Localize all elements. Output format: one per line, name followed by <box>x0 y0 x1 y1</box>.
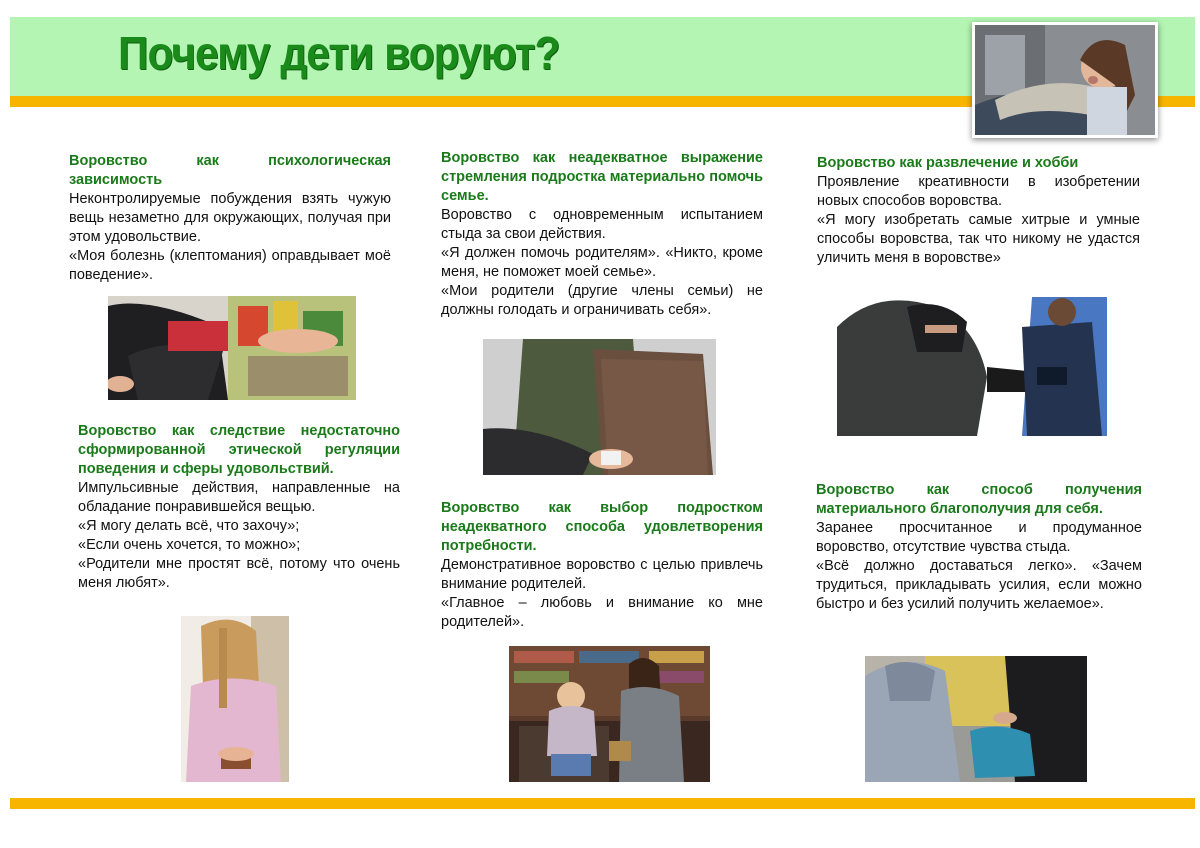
section-quote: «Я должен помочь родителям». «Никто, кроме меня, не поможет моей семье». <box>441 245 763 280</box>
section-paragraph: Проявление креативности в изобретении новых способов воровства. <box>817 174 1140 209</box>
photo-bag-snatching <box>865 656 1087 782</box>
section-heading: Воровство как неадекватное выражение стремления подростка материально помочь семье. <box>441 150 763 204</box>
section-quote: «Я могу делать всё, что захочу»; <box>78 518 300 534</box>
photo-mother-and-child <box>509 646 710 782</box>
header-photo-child-thief <box>972 22 1158 138</box>
page-title: Почему дети воруют? <box>118 27 560 79</box>
section-quote: «Моя болезнь (клептомания) оправдывает моё поведение». <box>69 248 391 283</box>
section-paragraph: Неконтролируемые побуждения взять чужую вещь незаметно для окружающих, получая при этом удовольствие. <box>69 191 391 245</box>
section-paragraph: Демонстративное воровство с целью привлечь внимание родителей. <box>441 557 763 592</box>
footer-accent-line <box>10 798 1195 809</box>
section-paragraph: Импульсивные действия, направленные на обладание понравившейся вещью. <box>78 480 400 515</box>
section-heading: Воровство как способ получения материального благополучия для себя. <box>816 482 1142 517</box>
section-quote: «Я могу изобретать самые хитрые и умные способы воровства, так что никому не удастся уличить меня в воровстве» <box>817 212 1140 266</box>
section-paragraph: Воровство с одновременным испытанием стыда за свои действия. <box>441 207 763 242</box>
section-quote: «Главное – любовь и внимание ко мне родителей». <box>441 595 763 630</box>
section-heading: Воровство как следствие недостаточно сформированной этической регуляции поведения и сферы удовольствий. <box>78 423 400 477</box>
photo-masked-thief <box>837 297 1107 436</box>
section-psychological-dependency <box>69 152 391 285</box>
section-quote: «Если очень хочется, то можно»; <box>78 537 301 553</box>
section-attention-seeking <box>441 499 763 632</box>
section-material-wellbeing <box>816 481 1142 614</box>
section-paragraph: Заранее просчитанное и продуманное воровство, отсутствие чувства стыда. <box>816 520 1142 555</box>
section-heading: Воровство как выбор подростком неадекватного способа удовлетворения потребности. <box>441 500 763 554</box>
section-heading: Воровство как психологическая зависимость <box>69 153 391 188</box>
section-ethical-regulation <box>78 422 400 593</box>
photo-pickpocket-phone <box>483 339 716 475</box>
section-entertainment-hobby <box>817 154 1140 268</box>
photo-girl-hiding-wallet <box>181 616 289 782</box>
section-quote: «Родители мне простят всё, потому что очень меня любят». <box>78 556 400 591</box>
section-help-family <box>441 149 763 320</box>
section-quote: «Мои родители (другие члены семьи) не должны голодать и ограничивать себя». <box>441 283 763 318</box>
section-heading: Воровство как развлечение и хобби <box>817 155 1079 171</box>
section-quote: «Всё должно доставаться легко». «Зачем трудиться, прикладывать усилия, если можно быстро и без усилий получить желаемое». <box>816 558 1142 612</box>
photo-shoplifting <box>108 296 356 400</box>
